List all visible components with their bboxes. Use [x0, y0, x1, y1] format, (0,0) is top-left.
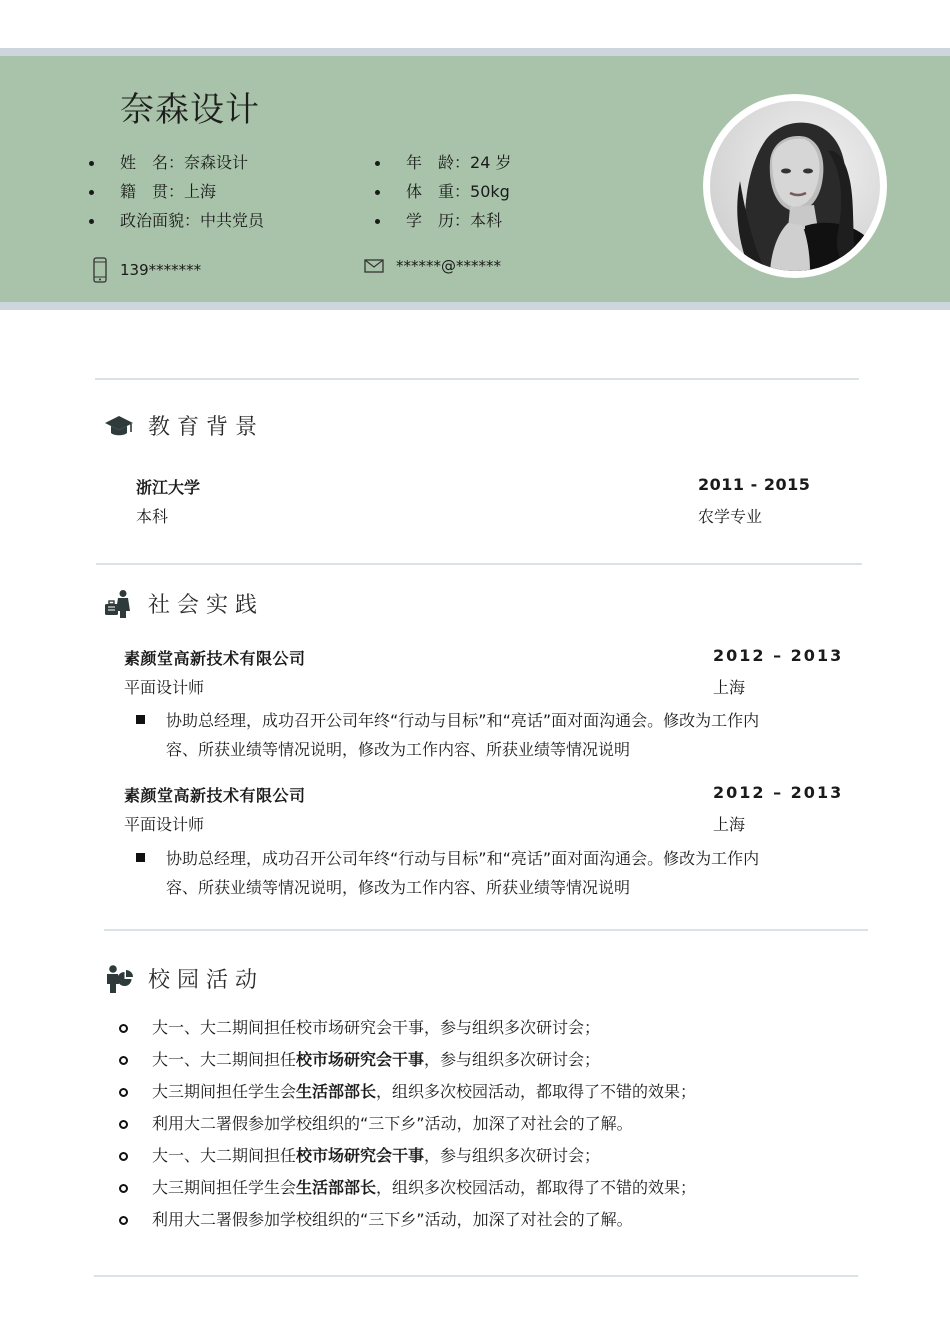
ring-bullet-icon [119, 1216, 128, 1225]
activity-list [118, 1012, 696, 1236]
info-name [120, 150, 264, 179]
school-name: 浙江大学 [136, 478, 201, 497]
phone-number: 139******* [120, 261, 202, 279]
info-education [406, 208, 511, 237]
company-name: 素颜堂高新技术有限公司 [124, 649, 306, 668]
ring-bullet-icon [119, 1088, 128, 1097]
info-label: 体 重： [406, 182, 471, 201]
info-label: 年 龄： [406, 153, 471, 172]
square-bullet-icon [136, 715, 145, 724]
list-item [118, 1172, 696, 1204]
info-value: 50kg [470, 182, 510, 201]
list-item [118, 1044, 696, 1076]
company-name: 素颜堂高新技术有限公司 [124, 786, 306, 805]
bullet-icon [375, 190, 380, 195]
job-role: 平面设计师 [124, 815, 205, 834]
activity-text-bold: 校市场研究会干事 [296, 1050, 425, 1069]
activity-text-bold: 生活部部长 [296, 1178, 377, 1197]
ring-bullet-icon [119, 1024, 128, 1033]
section-title-education [104, 410, 264, 441]
activity-text: 大一、大二期间担任 [152, 1146, 297, 1165]
activity-text: 利用大二署假参加学校组织的“三下乡”活动，加深了对社会的了解。 [152, 1114, 633, 1133]
info-value: 24 岁 [470, 153, 512, 172]
info-hometown [120, 179, 264, 208]
section-heading: 校园活动 [148, 968, 265, 993]
bullet-icon [375, 161, 380, 166]
divider [95, 378, 859, 380]
square-bullet-icon [136, 853, 145, 862]
bullet-icon [375, 219, 380, 224]
presenter-chart-icon [104, 964, 134, 994]
job-years: 2012 – 2013 [713, 646, 844, 665]
list-item [118, 1204, 696, 1236]
section-heading: 社会实践 [148, 593, 265, 618]
ring-bullet-icon [119, 1184, 128, 1193]
resume-name: 奈森设计 [120, 90, 260, 130]
activity-text-bold: 生活部部长 [296, 1082, 377, 1101]
activity-text-bold: 校市场研究会干事 [296, 1146, 425, 1165]
briefcase-person-icon [104, 589, 134, 619]
job-role: 平面设计师 [124, 678, 205, 697]
info-label: 学 历： [406, 211, 471, 230]
list-item [118, 1140, 696, 1172]
bullet-icon [89, 190, 94, 195]
job-place: 上海 [713, 815, 746, 834]
info-age [406, 150, 511, 179]
info-value: 上海 [184, 182, 217, 201]
contact-email [364, 257, 501, 275]
job-description: 协助总经理，成功召开公司年终“行动与目标”和“亮话”面对面沟通会。修改为工作内容、所获业绩等情况说明，修改为工作内容、所获业绩等情况说明 [166, 849, 760, 897]
job-description: 协助总经理，成功召开公司年终“行动与目标”和“亮话”面对面沟通会。修改为工作内容、所获业绩等情况说明，修改为工作内容、所获业绩等情况说明 [166, 711, 760, 759]
portrait-photo [710, 101, 880, 271]
email-address: ******@****** [396, 257, 501, 275]
contact-phone [92, 257, 201, 283]
divider [96, 563, 862, 565]
section-title-practice [104, 588, 264, 619]
info-value: 本科 [470, 211, 503, 230]
info-label: 姓 名： [120, 153, 185, 172]
personal-info-right [406, 150, 511, 237]
activity-text: 大一、大二期间担任校市场研究会干事，参与组织多次研讨会； [152, 1018, 601, 1037]
personal-info-left [120, 150, 264, 237]
info-value: 奈森设计 [184, 153, 249, 172]
major: 农学专业 [698, 507, 763, 526]
degree: 本科 [136, 507, 169, 526]
graduation-cap-icon [104, 413, 134, 439]
education-years: 2011 - 2015 [698, 475, 811, 494]
activity-text: 大一、大二期间担任 [152, 1050, 297, 1069]
divider [94, 1275, 858, 1277]
info-value: 中共党员 [200, 211, 265, 230]
activity-text: 利用大二署假参加学校组织的“三下乡”活动，加深了对社会的了解。 [152, 1210, 633, 1229]
bullet-icon [89, 219, 94, 224]
profile-photo [703, 94, 887, 278]
info-weight [406, 179, 511, 208]
section-title-activities [104, 963, 264, 994]
ring-bullet-icon [119, 1152, 128, 1161]
section-heading: 教育背景 [148, 415, 265, 440]
divider [104, 929, 868, 931]
activity-text: ，组织多次校园活动，都取得了不错的效果； [376, 1082, 697, 1101]
list-item [118, 1012, 696, 1044]
list-item [118, 1076, 696, 1108]
job-years: 2012 – 2013 [713, 783, 844, 802]
list-item [118, 1108, 696, 1140]
ring-bullet-icon [119, 1056, 128, 1065]
info-label: 政治面貌： [120, 211, 201, 230]
mail-icon [364, 259, 384, 273]
job-place: 上海 [713, 678, 746, 697]
activity-text: 大三期间担任学生会 [152, 1082, 297, 1101]
phone-icon [92, 257, 108, 283]
bullet-icon [89, 161, 94, 166]
info-politics [120, 208, 264, 237]
ring-bullet-icon [119, 1120, 128, 1129]
activity-text: 大三期间担任学生会 [152, 1178, 297, 1197]
info-label: 籍 贯： [120, 182, 185, 201]
activity-text: ，组织多次校园活动，都取得了不错的效果； [376, 1178, 697, 1197]
activity-text: ，参与组织多次研讨会； [424, 1146, 601, 1165]
activity-text: ，参与组织多次研讨会； [424, 1050, 601, 1069]
